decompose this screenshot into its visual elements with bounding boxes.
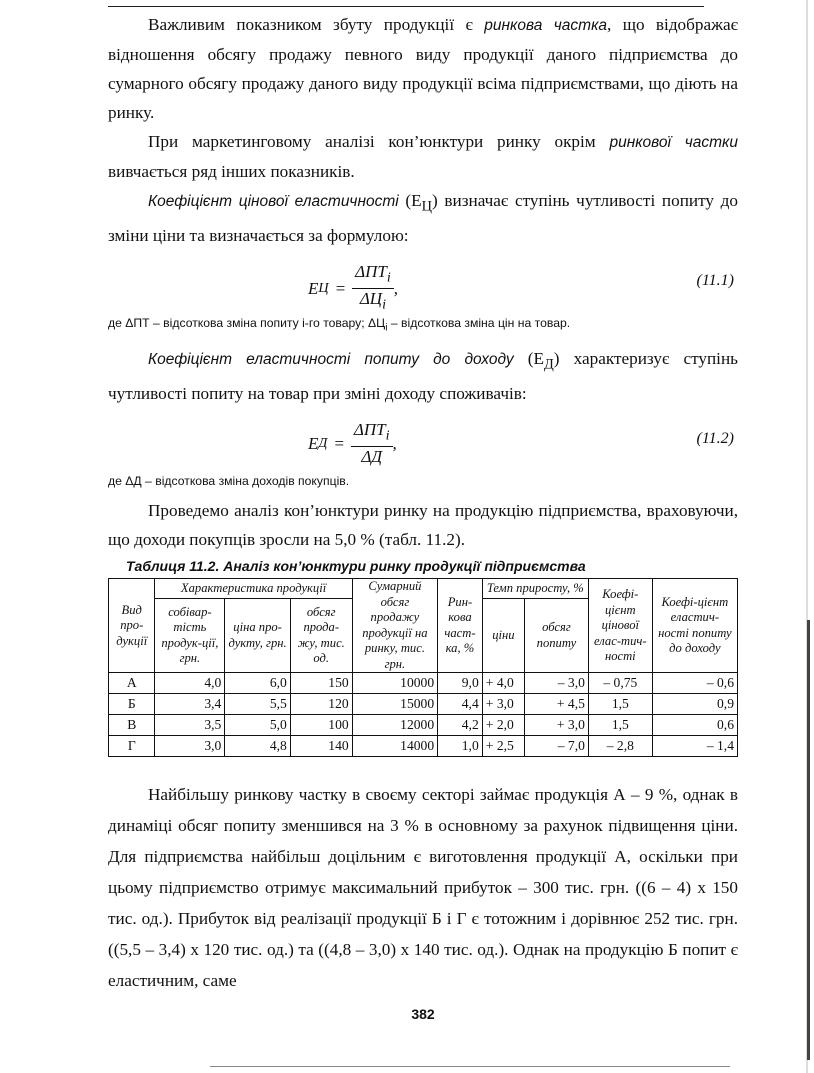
table-row: Г 3,0 4,8 140 14000 1,0 + 2,5 – 7,0 – 2,8 – 1,4 bbox=[109, 736, 738, 757]
table-row: В 3,5 5,0 100 12000 4,2 + 2,0 + 3,0 1,5 0,6 bbox=[109, 715, 738, 736]
table-row: А 4,0 6,0 150 10000 9,0 + 4,0 – 3,0 – 0,75 – 0,6 bbox=[109, 673, 738, 694]
note-formula-11-2: де ΔД – відсоткова зміна доходів покупців. bbox=[108, 474, 350, 489]
header-total-sales: Сумарний обсяг продажу продукції на ринку, тис. грн. bbox=[352, 579, 437, 673]
top-rule bbox=[108, 6, 704, 7]
header-price: ціна про-дукту, грн. bbox=[225, 598, 291, 673]
page-number: 382 bbox=[411, 1006, 435, 1023]
table-caption: Таблиця 11.2. Аналіз кон’юнктури ринку продукції підприємства bbox=[126, 558, 586, 575]
paragraph-conclusion: Найбільшу ринкову частку в своєму секторі займає продукція А – 9 %, однак в динаміці обсяг попиту зменшився на 3 % в основному за рахунок підвищення ціни. Для підприємства найбільш доцільним є виготовлення продукції А, оскільки при цьому підприємство отримує максимальний прибуток – 300 тис. грн. ((6 – 4) х 150 тис. од.). Прибуток від реалізації продукції Б і Г є тотожним і дорівнює 252 тис. грн.((5,5 – 3,4) х 120 тис. од.) та ((4,8 – 3,0) х 140 тис. од.). Однак на продукцію Б попит є еластичним, саме bbox=[108, 785, 738, 991]
formula-number-11-2: (11.2) bbox=[696, 430, 734, 448]
header-demand-volume: обсяг попиту bbox=[524, 598, 588, 673]
header-income-elasticity: Коефі-цієнт еластич-ності попиту до доходу bbox=[652, 579, 737, 673]
header-market-share: Рин-кова част-ка, % bbox=[438, 579, 483, 673]
note-formula-11-1: де ΔПТ – відсоткова зміна попиту і-го товару; $\Delta Ц_і$ – відсоткова зміна цін на товар. bbox=[108, 316, 571, 334]
paragraph-income-elasticity: Коефіцієнт еластичності попиту до доходу $(Е_Д)$ характеризує ступінь чутливості попиту на товар при зміні доходу споживачів: bbox=[108, 348, 738, 404]
table-row: Б 3,4 5,5 120 15000 4,4 + 3,0 + 4,5 1,5 0,9 bbox=[109, 694, 738, 715]
header-growth-rate: Темп приросту, % bbox=[482, 579, 588, 599]
bottom-rule bbox=[210, 1066, 730, 1067]
formula-11-1: E Ц = $\frac{\Delta ПТ_і}{\Delta Ц_і}$ , (11.1) bbox=[308, 262, 734, 313]
document-page bbox=[108, 10, 738, 1029]
term-income-elasticity: Коефіцієнт еластичності попиту до доходу bbox=[148, 350, 514, 368]
market-analysis-table bbox=[108, 578, 738, 757]
header-product-type: Вид про-дукції bbox=[109, 579, 155, 673]
formula-11-2: E Д = $\frac{\Delta ПТ_і}{\Delta Д}$ , (11.2) bbox=[308, 420, 734, 466]
header-characteristics: Характеристика продукції bbox=[155, 579, 352, 599]
header-cost: собівар-тість продук-ції, грн. bbox=[155, 598, 225, 673]
header-price-elasticity: Коефі-цієнт цінової елас-тич-ності bbox=[588, 579, 652, 673]
paragraph-other-indicators: При маркетинговому аналізі кон’юнктури ринку окрім ринкової частки вивчається ряд інших показників. bbox=[108, 132, 738, 181]
term-market-share-2: ринкової частки bbox=[609, 134, 738, 151]
header-sales-volume: обсяг прода-жу, тис. од. bbox=[290, 598, 352, 673]
scan-edge-dark bbox=[807, 620, 810, 1060]
term-price-elasticity: Коефіцієнт цінової еластичності bbox=[148, 193, 399, 210]
term-market-share: ринкова частка bbox=[484, 17, 608, 34]
paragraph-price-elasticity: Коефіцієнт цінової еластичності $(Е_Ц)$ визначає ступінь чутливості попиту до зміни ціни та визначається за формулою: bbox=[108, 191, 738, 246]
formula-number-11-1: (11.1) bbox=[696, 272, 734, 290]
paragraph-analysis-intro: Проведемо аналіз кон’юнктури ринку на продукцію підприємства, враховуючи, що доходи покупців зросли на 5,0 % (табл. 11.2). bbox=[108, 501, 738, 550]
header-prices: ціни bbox=[482, 598, 524, 673]
paragraph-market-share: Важливим показником збуту продукції є ринкова частка, що відображає відношення обсягу продажу певного виду продукції даного підприємства до сумарного обсягу продажу даного виду продукції всіма підприємствами, що діють на ринку. bbox=[108, 15, 739, 122]
